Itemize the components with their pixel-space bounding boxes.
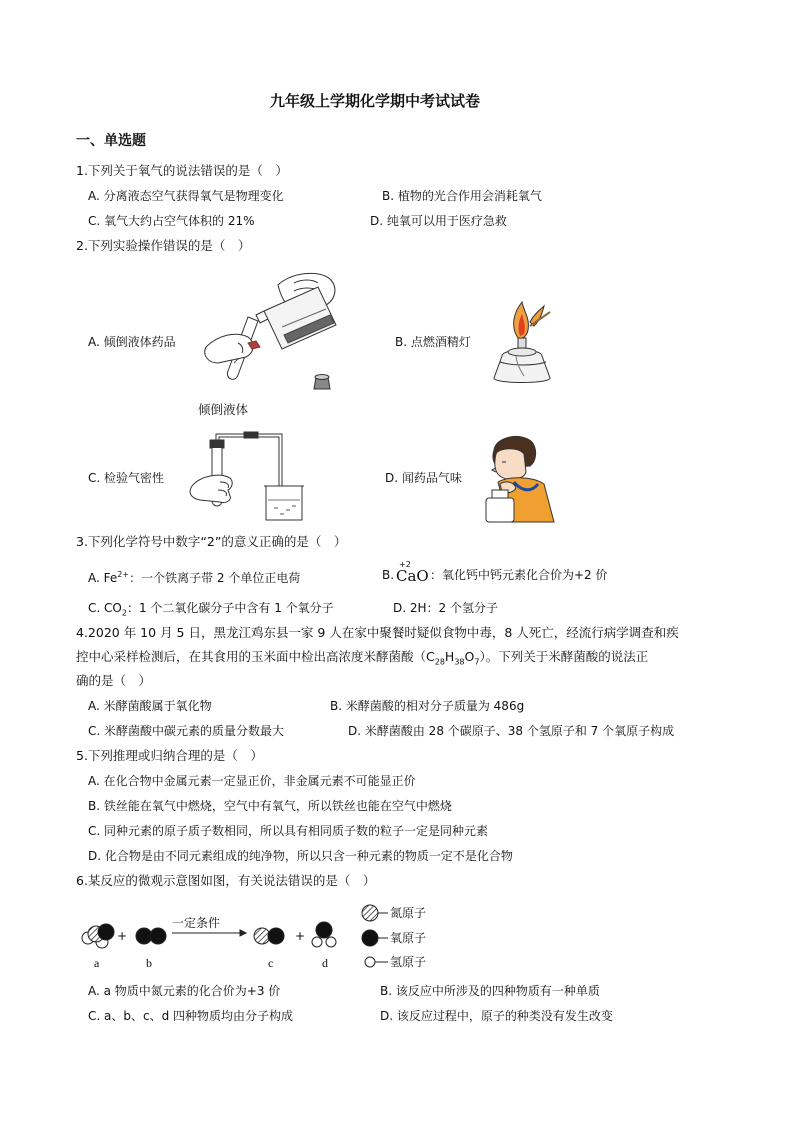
q1-option-b: B. 植物的光合作用会消耗氧气 (382, 189, 542, 203)
smell-chemical-illustration (478, 432, 560, 524)
q3-b-valence: +2 (399, 560, 411, 569)
q1-stem: 1.下列关于氧气的说法错误的是（ ） (76, 163, 288, 178)
legend-nitrogen: 氮原子 (390, 906, 427, 920)
q2-option-d: D. 闻药品气味 (385, 471, 462, 485)
q3-b-text: ：氧化钙中钙元素化合价为+2 价 (430, 568, 608, 582)
q4-line2 (76, 648, 648, 672)
q4-option-c: C. 米酵菌酸中碳元素的质量分数最大 (88, 724, 285, 738)
q4-line1: 4.2020 年 10 月 5 日，黑龙江鸡东县一家 9 人在家中聚餐时疑似食物中毒，8 人死亡，经流行病学调查和疾 (76, 625, 679, 640)
q2-option-b: B. 点燃酒精灯 (395, 335, 471, 349)
q4-formula-o: O (464, 649, 475, 664)
q4-formula-h: H (444, 649, 455, 664)
q4-formula-h-count: 38 (454, 657, 465, 667)
q1-option-a: A. 分离液态空气获得氧气是物理变化 (88, 189, 284, 203)
q4-option-a: A. 米酵菌酸属于氧化物 (88, 699, 212, 713)
q4-formula-c-count: 28 (434, 657, 445, 667)
q3-c-formula: CO (104, 601, 122, 615)
q1-option-c: C. 氧气大约占空气体积的 21% (88, 214, 255, 228)
q1-option-d: D. 纯氧可以用于医疗急救 (370, 214, 507, 228)
q3-option-b-label: B. (382, 568, 395, 582)
q5-option-c: C. 同种元素的原子质子数相同，所以具有相同质子数的粒子一定是同种元素 (88, 824, 489, 838)
q3-stem: 3.下列化学符号中数字“2”的意义正确的是（ ） (76, 534, 347, 549)
q6-option-d: D. 该反应过程中，原子的种类没有发生改变 (380, 1009, 613, 1023)
q6-label-d: d (322, 956, 328, 970)
alcohol-lamp-illustration (490, 296, 560, 388)
q3-c-text: ：1 个二氧化碳分子中含有 1 个氧分子 (126, 601, 334, 615)
q4-formula-o-count: 7 (474, 657, 480, 667)
section-heading: 一、单选题 (76, 133, 146, 149)
q4-option-b: B. 米酵菌酸的相对分子质量为 486g (330, 699, 525, 713)
q3-option-a (88, 566, 300, 587)
q6-plus-2: + (295, 929, 306, 943)
pour-liquid-illustration (198, 265, 348, 395)
q6-label-a: a (94, 956, 100, 970)
q2-option-c: C. 检验气密性 (88, 471, 165, 485)
q5-option-d: D. 化合物是由不同元素组成的纯净物，所以只含一种元素的物质一定不是化合物 (88, 849, 513, 863)
q6-plus-1: + (117, 929, 128, 943)
q6-label-c: c (268, 956, 274, 970)
q2-option-a: A. 倾倒液体药品 (88, 335, 176, 349)
page-title: 九年级上学期化学期中考试试卷 (270, 92, 481, 110)
q3-option-c (88, 599, 334, 622)
q4-option-d: D. 米酵菌酸由 28 个碳原子、38 个氢原子和 7 个氧原子构成 (348, 724, 675, 738)
q6-label-b: b (146, 956, 152, 970)
q5-option-b: B. 铁丝能在氧气中燃烧，空气中有氧气，所以铁丝也能在空气中燃烧 (88, 799, 452, 813)
q3-b-formula: CaO (396, 567, 429, 585)
q3-a-text: ：一个铁离子带 2 个单位正电荷 (129, 571, 301, 585)
q3-a-charge: 2+ (117, 570, 130, 579)
q2-stem: 2.下列实验操作错误的是（ ） (76, 238, 251, 253)
q3-a-formula: Fe (103, 571, 118, 585)
q4-line2-post: ）。下列关于米酵菌酸的说法正 (479, 649, 649, 664)
q6-stem: 6.某反应的微观示意图如图，有关说法错误的是（ ） (76, 873, 376, 888)
q6-option-b: B. 该反应中所涉及的四种物质有一种单质 (380, 984, 600, 998)
q6-condition: 一定条件 (172, 916, 221, 930)
airtightness-check-illustration (186, 430, 314, 526)
q6-option-c: C. a、b、c、d 四种物质均由分子构成 (88, 1009, 294, 1023)
q3-c-label: C. (88, 601, 105, 615)
legend-hydrogen: 氢原子 (390, 955, 427, 969)
legend-oxygen: 氧原子 (390, 931, 427, 945)
q4-line3: 确的是（ ） (76, 673, 152, 688)
q3-a-label: A. (88, 571, 104, 585)
q5-stem: 5.下列推理或归纳合理的是（ ） (76, 748, 263, 763)
atom-legend (360, 902, 390, 972)
q5-option-a: A. 在化合物中金属元素一定显正价，非金属元素不可能显正价 (88, 774, 416, 788)
q2-a-figure-caption: 倾倒液体 (198, 402, 249, 417)
q6-option-a: A. a 物质中氮元素的化合价为+3 价 (88, 984, 281, 998)
q3-c-subscript: 2 (121, 608, 127, 618)
q3-option-d: D. 2H：2 个氢分子 (393, 601, 498, 615)
q4-line2-pre: 控中心采样检测后，在其食用的玉米面中检出高浓度米酵菌酸（C (76, 649, 435, 664)
